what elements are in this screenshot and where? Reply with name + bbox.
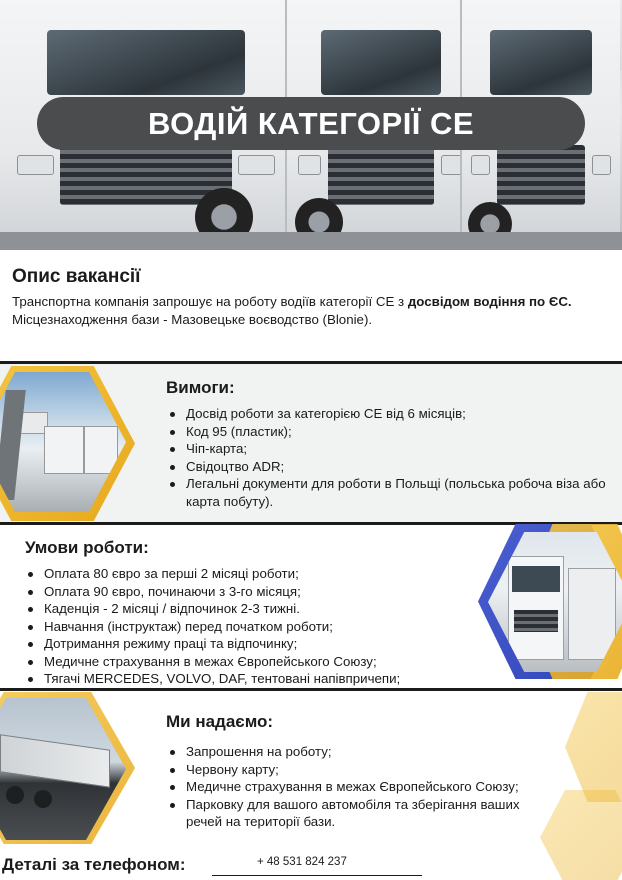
description-line1: Транспортна компанія запрошує на роботу водіїв категорії CE з	[12, 294, 408, 309]
list-item: Парковку для вашого автомобіля та зберігання ваших речей на території бази.	[168, 796, 548, 831]
description-heading: Опис вакансії	[12, 266, 141, 287]
list-item: Оплата 90 євро, починаючи з 3-го місяця;	[26, 583, 486, 601]
title-banner	[37, 97, 585, 150]
list-item: Червону карту;	[168, 761, 548, 779]
requirements-list	[168, 405, 613, 510]
conditions-list	[26, 565, 486, 688]
description-line2: Місцезнаходження бази - Мазовецьке воєводство (Blonie).	[12, 312, 373, 327]
list-item: Медичне страхування в межах Європейського Союзу;	[168, 778, 548, 796]
page-title: ВОДІЙ КАТЕГОРІЇ СЕ	[147, 105, 475, 141]
list-item: Каденція - 2 місяці / відпочинок 2-3 тижні.	[26, 600, 486, 618]
hero-ground	[0, 232, 622, 250]
list-item: Медичне страхування в межах Європейського Союзу;	[26, 653, 486, 671]
description-line1-bold: досвідом водіння по ЄС.	[407, 294, 572, 309]
hero-image	[0, 0, 622, 250]
list-item: Досвід роботи за категорією CE від 6 місяців;	[168, 405, 613, 423]
list-item: Свідоцтво ADR;	[168, 458, 613, 476]
list-item: Легальні документи для роботи в Польщі (польська робоча віза або карта побуту).	[168, 475, 613, 510]
offer-title: Ми надаємо:	[166, 712, 274, 731]
description-text	[12, 293, 617, 329]
offer-list	[168, 743, 548, 831]
list-item: Оплата 80 євро за перші 2 місяці роботи;	[26, 565, 486, 583]
phone-underline	[212, 875, 422, 876]
phone-number[interactable]: + 48 531 824 237	[257, 856, 347, 868]
contact-label: Деталі за телефоном:	[2, 855, 186, 874]
list-item: Навчання (інструктаж) перед початком роботи;	[26, 618, 486, 636]
list-item: Чіп-карта;	[168, 440, 613, 458]
list-item: Запрошення на роботу;	[168, 743, 548, 761]
list-item: Дотримання режиму праці та відпочинку;	[26, 635, 486, 653]
requirements-title: Вимоги:	[166, 378, 235, 397]
conditions-title: Умови роботи:	[25, 538, 149, 557]
list-item: Тягачі MERCEDES, VOLVO, DAF, тентовані напівпричепи;	[26, 670, 486, 688]
list-item: Код 95 (пластик);	[168, 423, 613, 441]
